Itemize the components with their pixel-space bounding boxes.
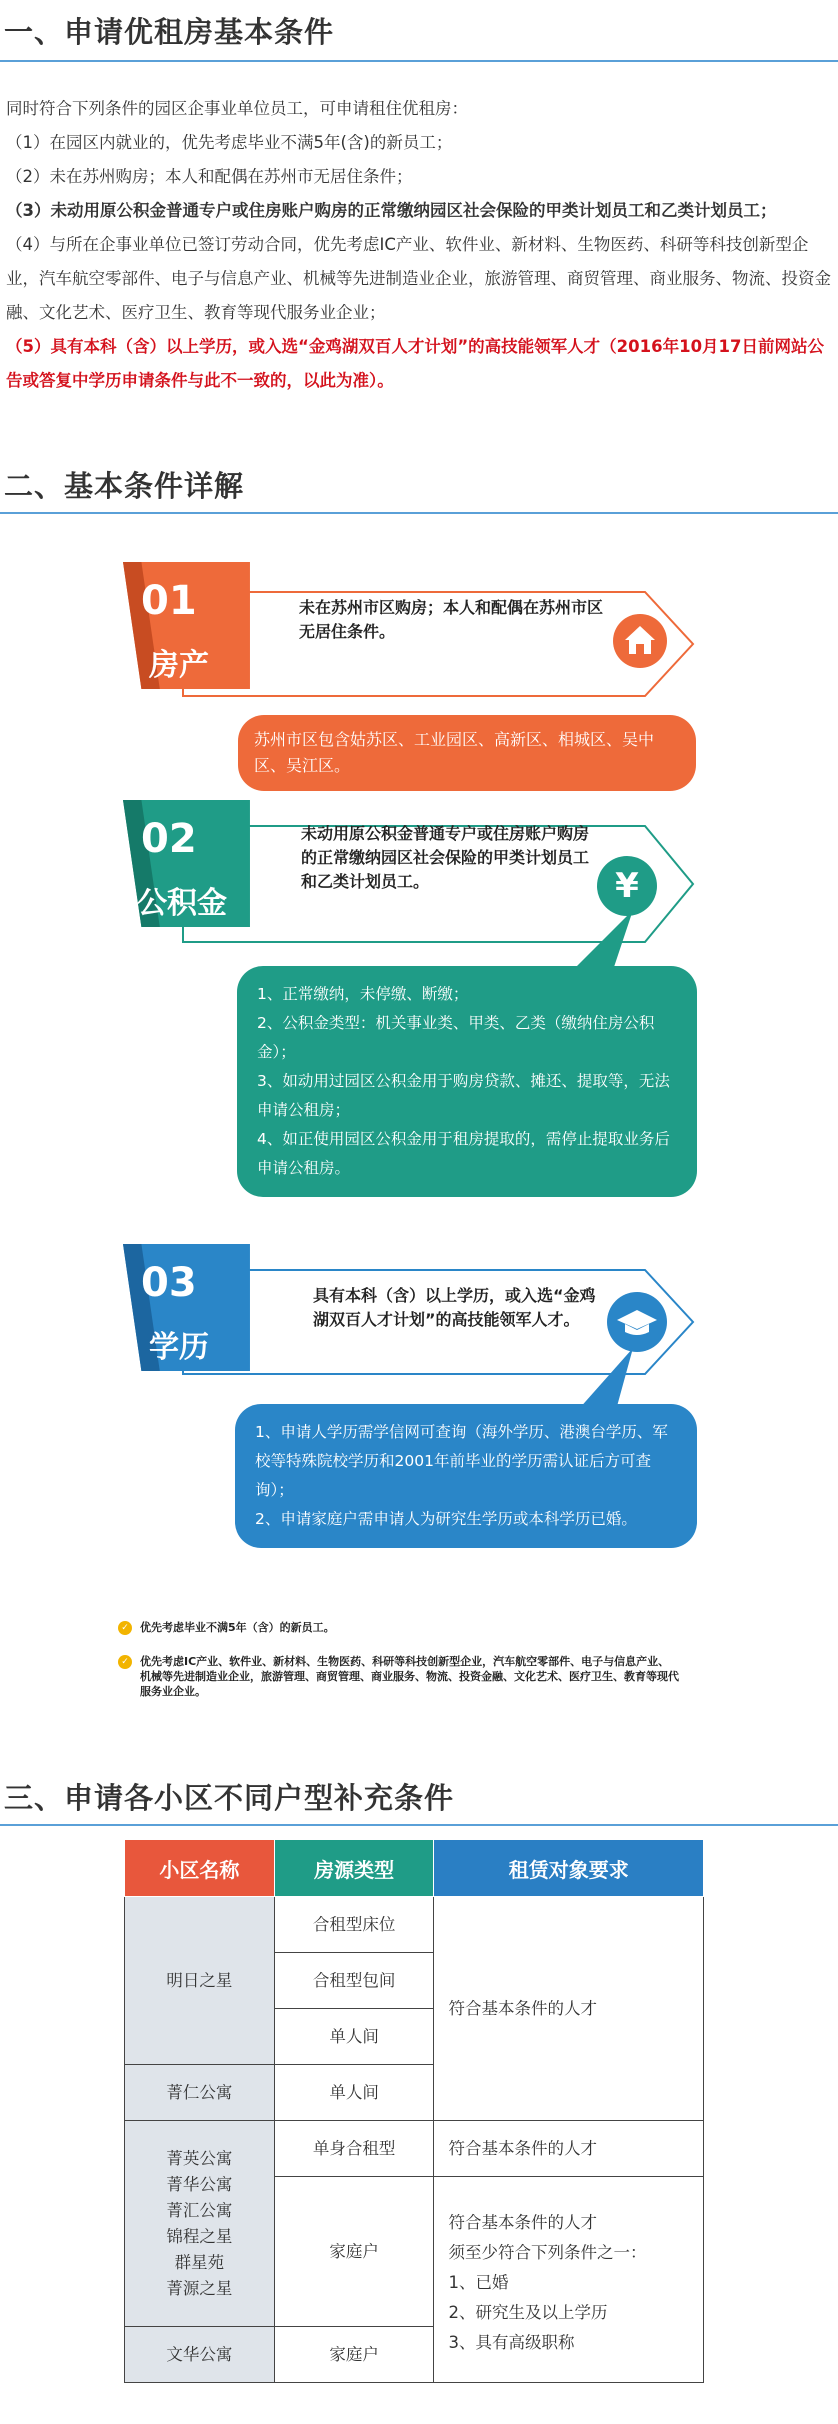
community-mingri: 明日之星 [125, 1897, 275, 2065]
community-group [125, 2121, 275, 2327]
fund-note-line-4: 4、如正使用园区公积金用于租房提取的，需停止提取业务后申请公租房。 [257, 1130, 670, 1177]
room-type-cell: 合租型包间 [274, 1953, 434, 2009]
card-housing-category: 房产 [149, 648, 209, 683]
education-note-line-1: 1、申请人学历需学信网可查询（海外学历、港澳台学历、军校等特殊院校学历和2001年前毕业的学历需认证后方可查询）； [255, 1423, 668, 1499]
room-type-cell: 家庭户 [274, 2177, 434, 2327]
community-name: 菁源之星 [166, 2278, 233, 2298]
section-3-title: 三、申请各小区不同户型补充条件 [4, 1781, 455, 1815]
yen-icon: ¥ [597, 856, 657, 916]
supplementary-conditions-table [124, 1839, 704, 2383]
community-name: 菁英公寓 [166, 2148, 233, 2168]
card-housing-description: 未在苏州市区购房；本人和配偶在苏州市区无居住条件。 [299, 598, 604, 641]
header-community: 小区名称 [125, 1840, 275, 1897]
room-type-cell: 合租型床位 [274, 1897, 434, 1953]
footnote-1-icon: ✓ [118, 1621, 132, 1635]
family-req-line: 2、研究生及以上学历 [448, 2302, 608, 2322]
condition-3: （3）未动用原公积金普通专户或住房账户购房的正常缴纳园区社会保险的甲类计划员工和乙类计划员工； [6, 201, 777, 220]
section-1-title: 一、申请优租房基本条件 [4, 15, 335, 49]
card-education-number: 03 [141, 1260, 197, 1306]
section-1-body [6, 92, 832, 398]
room-type-cell: 单身合租型 [274, 2121, 434, 2177]
community-name: 菁汇公寓 [166, 2200, 233, 2220]
room-type-cell: 单人间 [274, 2065, 434, 2121]
footnote-2 [121, 1654, 680, 1699]
family-req-line: 1、已婚 [448, 2272, 509, 2292]
card-fund [123, 800, 703, 1230]
card-fund-description: 未动用原公积金普通专户或住房账户购房的正常缴纳园区社会保险的甲类计划员工和乙类计划员工。 [301, 824, 590, 891]
card-education-note [235, 1404, 697, 1548]
card-housing-number: 01 [141, 578, 197, 624]
card-education-category: 学历 [149, 1330, 209, 1365]
card-education [123, 1244, 703, 1604]
condition-5-text: 具有本科（含）以上学历，或入选“金鸡湖双百人才计划”的高技能领军人才（2016年10月17日前网站公告或答复中学历申请条件与此不一致的，以此为准）。 [6, 337, 825, 390]
header-requirement: 租赁对象要求 [434, 1840, 704, 1897]
condition-4: （4）与所在企事业单位已签订劳动合同，优先考虑IC产业、软件业、新材料、生物医药、科研等科技创新型企业，汽车航空零部件、电子与信息产业、机械等先进制造业企业，旅游管理、商贸管理、商业服务、物流、投资金融、文化艺术、医疗卫生、教育等现代服务业企业； [6, 235, 831, 322]
header-room-type: 房源类型 [274, 1840, 434, 1897]
condition-2: （2）未在苏州购房；本人和配偶在苏州市无居住条件； [6, 167, 413, 186]
community-name: 锦程之星 [166, 2226, 233, 2246]
community-jingren: 菁仁公寓 [125, 2065, 275, 2121]
card-education-description: 具有本科（含）以上学历，或入选“金鸡湖双百人才计划”的高技能领军人才。 [313, 1286, 596, 1329]
room-type-cell: 单人间 [274, 2009, 434, 2065]
table-row [125, 1897, 704, 1953]
card-fund-category: 公积金 [137, 886, 227, 921]
section-3-divider [0, 1824, 838, 1826]
graduation-cap-icon [607, 1292, 667, 1352]
footnote-1-text: 优先考虑毕业不满5年（含）的新员工。 [140, 1621, 335, 1634]
condition-5-prefix: （5） [6, 337, 51, 356]
community-name: 群星苑 [174, 2252, 225, 2272]
table-row [125, 2121, 704, 2177]
house-icon [613, 614, 667, 668]
community-name: 菁华公寓 [166, 2174, 233, 2194]
footnote-2-icon: ✓ [118, 1655, 132, 1669]
card-fund-note [237, 966, 697, 1197]
family-req-line: 符合基本条件的人才 [448, 2212, 597, 2232]
fund-note-line-2: 2、公积金类型：机关事业类、甲类、乙类（缴纳住房公积金）； [257, 1014, 655, 1061]
family-requirement-cell [434, 2177, 704, 2383]
requirement-cell: 符合基本条件的人才 [434, 1897, 704, 2121]
requirement-cell: 符合基本条件的人才 [434, 2121, 704, 2177]
education-note-line-2: 2、申请家庭户需申请人为研究生学历或本科学历已婚。 [255, 1510, 637, 1528]
card-housing [123, 562, 703, 792]
footnote-2-text: 优先考虑IC产业、软件业、新材料、生物医药、科研等科技创新型企业，汽车航空零部件、电子与信息产业、机械等先进制造业企业，旅游管理、商贸管理、商业服务、物流、投资金融、文化艺术、医疗卫生、教育等现代服务业企业。 [140, 1655, 679, 1698]
table-header-row [125, 1840, 704, 1897]
condition-5 [6, 330, 832, 398]
intro-text: 同时符合下列条件的园区企事业单位员工，可申请租住优租房： [6, 99, 468, 118]
section-1-divider [0, 60, 838, 62]
family-req-line: 须至少符合下列条件之一： [448, 2242, 647, 2262]
card-fund-number: 02 [141, 816, 197, 862]
fund-note-line-3: 3、如动用过园区公积金用于购房贷款、摊还、提取等，无法申请公租房； [257, 1072, 670, 1119]
room-type-cell: 家庭户 [274, 2327, 434, 2383]
community-wenhua: 文华公寓 [125, 2327, 275, 2383]
condition-1: （1）在园区内就业的，优先考虑毕业不满5年(含)的新员工； [6, 133, 453, 152]
card-housing-note: 苏州市区包含姑苏区、工业园区、高新区、相城区、吴中区、吴江区。 [238, 715, 696, 791]
section-2-title: 二、基本条件详解 [4, 469, 245, 503]
family-req-line: 3、具有高级职称 [448, 2332, 575, 2352]
footnote-1 [121, 1620, 700, 1635]
section-2-divider [0, 512, 838, 514]
fund-note-line-1: 1、正常缴纳，未停缴、断缴； [257, 985, 469, 1003]
